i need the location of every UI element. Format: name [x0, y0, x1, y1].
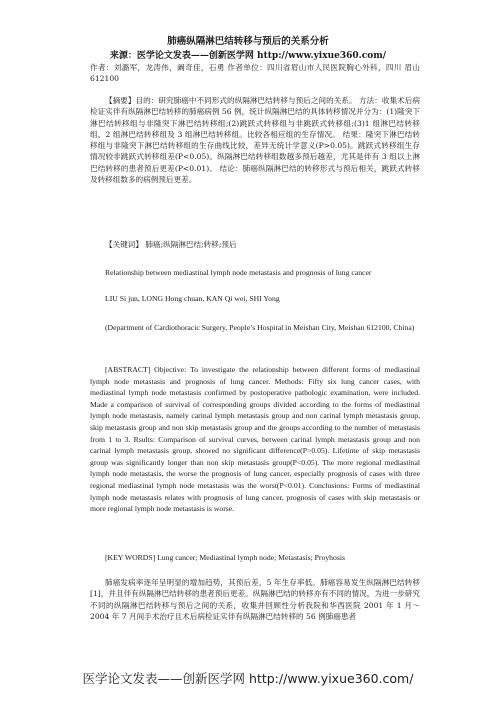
article-title: 肺癌纵隔淋巴结转移与预后的关系分析 — [167, 36, 329, 47]
footer-watermark[interactable]: 医学论文发表——创新医学网 http://www.yixue360.com/ — [82, 671, 414, 686]
keywords-cn: 【关键词】 肺癌;纵隔淋巴结;转移;预后 — [105, 240, 237, 249]
abstract-cn: 【摘要】目的：研究肺癌中不同形式的纵隔淋巴结转移与预后之间的关系。 方法：收集术后病检证实伴有纵隔淋巴结转移的肺癌病例 56 例，统计纵隔淋巴结的具体转移情况并分为：(1)隆突下淋巴结转移组与非隆突下淋巴结转移组;(2)跳跃式转移组与非跳跃式转移组;(3)1 组淋巴结转移组、2 组淋巴结转移组及 3 组淋巴结转移组。比较各相应组的生存情况。 结果：隆突下淋巴结转移组与非隆突下淋巴结转移组的生存曲线比较，差异无统计学意义(P>0.05)。跳跃式转移组生存情况较非跳跃式转移组差(P<0.05)。纵隔淋巴结转移组数越多预后越差，尤其是伴有 3 组以上淋巴结转移的患者预后更差(P<0.01)。 结论：肺癌纵隔淋巴结的转移形式与预后相关，跳跃式转移及转移组数多的病例预后更差。 — [90, 96, 420, 185]
authors-cn: 作者：刘潞军，龙涛伟，阚奇佳，石勇 作者单位：四川省眉山市人民医院胸心外科，四川 眉山 612100 — [90, 63, 420, 84]
body-paragraph: 肺癌发病率逐年呈明显的增加趋势，其预后差，5 年生存率低。肺癌容易发生纵隔淋巴结转移[1]，并且伴有纵隔淋巴结转移的患者预后更差。纵隔淋巴结的转移亦有不同的情况，为进一步研究不同的纵隔淋巴结转移与预后之间的关系，收集并回顾性分析我院和华西医院 2001 年 1 月～2004 年 7 月间手术治疗且术后病检证实伴有纵隔淋巴结转移的 56 例肺癌患者 — [90, 578, 420, 621]
authors-en: LIU Si jun, LONG Hong chuan, KAN Qi wei, SHI Yong — [105, 294, 280, 303]
abstract-en: [ABSTRACT] Objective: To investigate the relationship between different forms of mediastinal lymph node metastasis and prognosis of lung cancer. Methods: Fifty six lung cancer cases, with mediastinal lymph node metastasis confirmed by postoperative pathologic examination, were included. Made a comparison of survival of corresponding groups divided according to the forms of mediastinal lymph node metastasis, namely carinal lymph metastasis group and non carinal lymph metastasis group, skip metastasis group and non skip metastasis group and the groups according to the number of metastasis from 1 to 3. Rsults: Comparison of survival curves, between carinal lymph metastasis group and non carinal lymph metastasis group, showed no significant difference(P>0.05). Lifetime of skip metastasis group was significantly longer than non skip metastasis group(P<0.05). The more regional mediastinal lymph node metastasis, the worse the prognosis of lung cancer, especially prognosis of cases with three regional mediastinal lymph node metastasis was the worst(P<0.01). Conclusions: Forms of mediastinal lymph node metastasis relates with prognosis of lung cancer, prognosis of cases with skip metastasis or more regional lymph node metastasis is worse. — [90, 365, 420, 514]
keywords-en: [KEY WORDS] Lung cancer; Mediastinal lymph node; Metastasis; Proyhosis — [105, 553, 345, 562]
article-source: 来源：医学论文发表——创新医学网 http://www.yixue360.com/ — [109, 51, 387, 61]
title-en: Relationship between mediastinal lymph node metastasis and prognosis of lung cancer — [105, 268, 372, 277]
affiliation-en: (Department of Cardiothoracic Surgery, People’s Hospital in Meishan City, Meishan 612100, China) — [105, 323, 415, 332]
